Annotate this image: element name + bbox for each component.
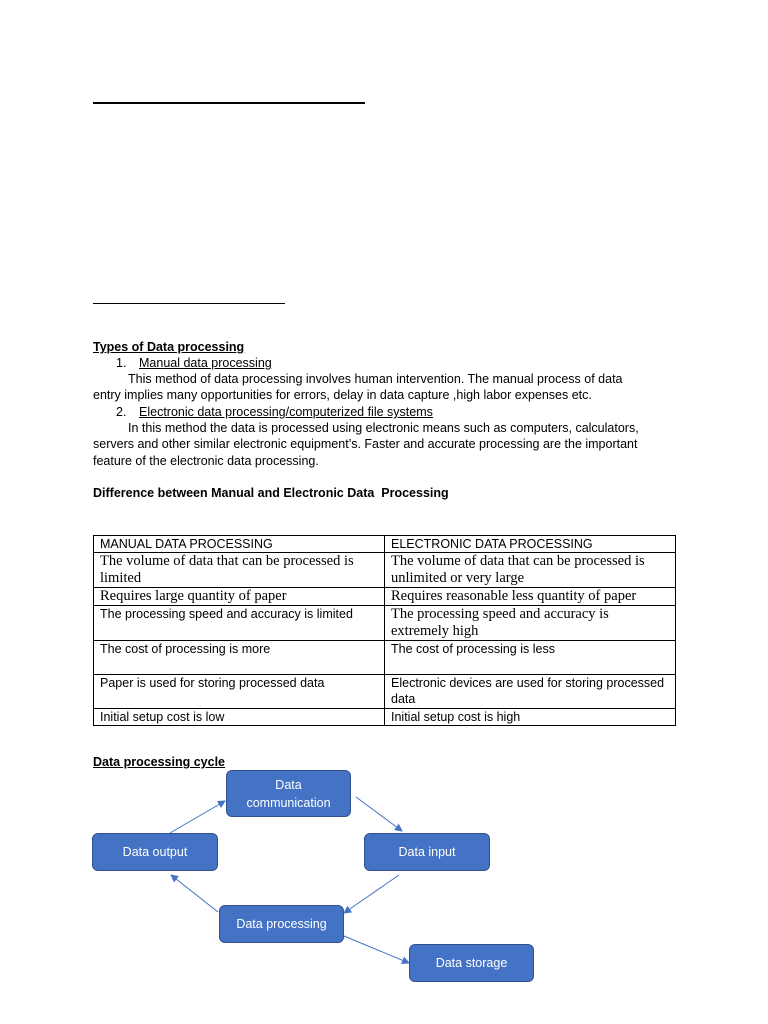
manual-title: Manual data processing (139, 356, 272, 370)
electronic-text-line1: In this method the data is processed using electronic means such as computers, calculators, (128, 421, 639, 435)
table-cell: The volume of data that can be processed is limited (94, 553, 385, 588)
arrow-processing-to-output (171, 875, 218, 912)
table-header-manual: MANUAL DATA PROCESSING (94, 536, 385, 553)
node-data-input (364, 833, 490, 871)
table-cell: The cost of processing is more (94, 641, 385, 675)
manual-text-line2: entry implies many opportunities for errors, delay in data capture ,high labor expenses etc. (93, 388, 592, 402)
node-data-storage (409, 944, 534, 982)
electronic-text-line3: feature of the electronic data processing. (93, 454, 319, 468)
arrow-input-to-processing (344, 875, 399, 913)
manual-number: 1. (116, 356, 127, 370)
node-data-communication-line2: communication (246, 795, 331, 810)
arrow-output-to-communication (170, 801, 225, 833)
node-data-output-label: Data output (122, 845, 188, 859)
table-cell: Requires large quantity of paper (94, 588, 385, 606)
table-cell: The volume of data that can be processed is unlimited or very large (385, 553, 676, 588)
table-cell: The processing speed and accuracy is extremely high (385, 606, 676, 641)
table-cell: The processing speed and accuracy is limited (94, 606, 385, 641)
table-cell: Initial setup cost is high (385, 709, 676, 726)
node-data-communication-line1: Data (275, 777, 302, 792)
table-cell: The cost of processing is less (385, 641, 676, 675)
electronic-title: Electronic data processing/computerized file systems (139, 405, 433, 419)
arrow-communication-to-input (356, 797, 402, 831)
arrow-processing-to-storage (344, 936, 409, 963)
node-data-communication (226, 770, 351, 817)
table-cell: Initial setup cost is low (94, 709, 385, 726)
table-cell: Paper is used for storing processed data (94, 675, 385, 709)
node-data-processing (219, 905, 344, 943)
node-data-output (92, 833, 218, 871)
node-data-input-label: Data input (398, 845, 456, 859)
manual-text-line1: This method of data processing involves human intervention. The manual process of data (128, 372, 623, 386)
cycle-heading: Data processing cycle (93, 755, 226, 769)
table-cell: Requires reasonable less quantity of paper (385, 588, 676, 606)
node-data-processing-label: Data processing (236, 917, 327, 931)
electronic-number: 2. (116, 405, 127, 419)
types-heading: Types of Data processing (93, 340, 245, 354)
electronic-text-line2: servers and other similar electronic equipment’s. Faster and accurate processing are the important (93, 437, 638, 451)
difference-heading: Difference between Manual and Electronic Data Processing (93, 486, 449, 500)
table-cell: Electronic devices are used for storing processed data (385, 675, 676, 709)
table-header-electronic: ELECTRONIC DATA PROCESSING (385, 536, 676, 553)
node-data-storage-label: Data storage (435, 956, 508, 970)
